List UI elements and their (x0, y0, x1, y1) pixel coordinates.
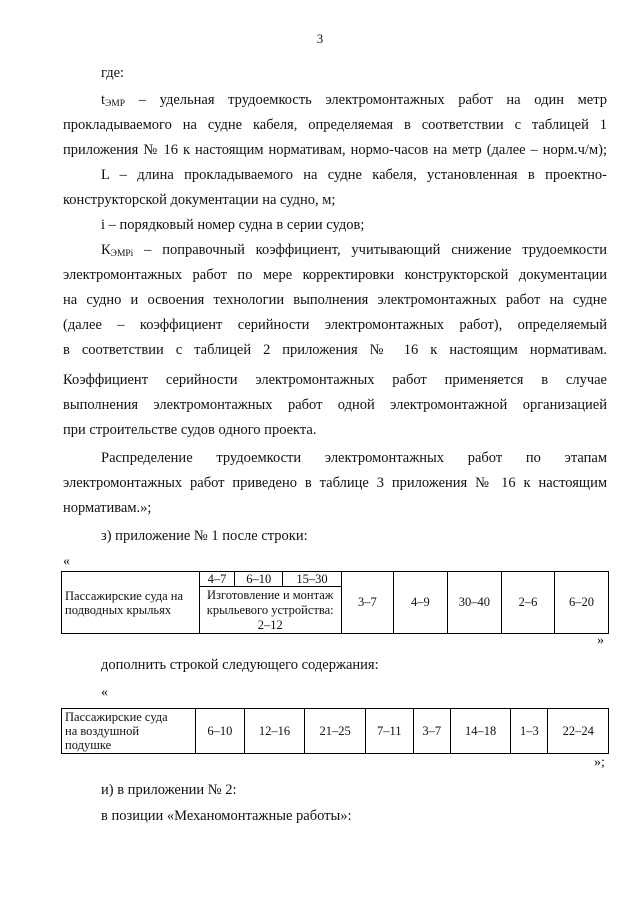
table1-cell: 2–6 (501, 572, 554, 634)
table2-cell: 6–10 (196, 709, 245, 754)
quote-open-2: « (101, 685, 108, 700)
distribution-line-1: Распределение трудоемкости электромонтажных работ по этапам (101, 450, 607, 466)
table2-cell: 1–3 (511, 709, 548, 754)
k-emr-definition-line-8: при строительстве судов одного проекта. (63, 422, 317, 438)
distribution-line-2: электромонтажных работ приведено в таблице 3 приложения № 16 к настоящим (63, 475, 607, 491)
k-emr-definition-line-1: $К_{ЭМРi}$ – поправочный коэффициент, учитывающий снижение трудоемкости (101, 242, 608, 259)
table2-cell: 21–25 (305, 709, 366, 754)
item-z-heading: з) приложение № 1 после строки: (101, 528, 308, 544)
t-emr-definition-line-1: $t_{ЭМР}$ – удельная трудоемкость электромонтажных работ на один метр (101, 92, 607, 109)
page-number: 3 (316, 31, 324, 46)
add-row-heading: дополнить строкой следующего содержания: (101, 657, 379, 673)
table1-cell: 4–9 (393, 572, 447, 634)
table2-cell: 22–24 (548, 709, 609, 754)
k-emr-definition-line-5: в соответствии с таблицей 2 приложения № 16 к настоящим нормативам. (63, 342, 607, 358)
gde-label: где: (101, 65, 125, 81)
table2-cell: 14–18 (450, 709, 511, 754)
table1-cell: 3–7 (341, 572, 393, 634)
k-emr-definition-line-4: (далее – коэффициент серийности электромонтажных работ), определяемый (63, 317, 607, 333)
table2-cell: 12–16 (244, 709, 305, 754)
table1-inner (200, 572, 341, 633)
k-emr-definition-line-7: выполнения электромонтажных работ одной электромонтажной организацией (63, 397, 607, 413)
table1-sub-value: 15–30 (283, 572, 341, 587)
table1-sub-value: 4–7 (200, 572, 235, 587)
table1-sub-cell (199, 572, 341, 634)
table-hydrofoil (61, 571, 609, 634)
table1-name-cell: Пассажирские суда на подводных крыльях (62, 572, 200, 634)
table2-cell: 3–7 (413, 709, 450, 754)
t-emr-definition-line-2: прокладываемого на судне кабеля, определяемая в соответствии с таблицей 1 (63, 117, 607, 133)
distribution-line-3: нормативам.»; (63, 500, 152, 516)
k-emr-definition-line-6: Коэффициент серийности электромонтажных работ применяется в случае (63, 372, 607, 388)
quote-open-1: « (63, 554, 70, 569)
table-hovercraft (61, 708, 609, 754)
l-definition-line-1: L – длина прокладываемого на судне кабеля, установленная в проектно- (101, 167, 607, 183)
t-emr-definition-line-3: приложения № 16 к настоящим нормативам, нормо-часов на метр (далее – норм.ч/м); (63, 142, 607, 158)
table1-sub-value: 6–10 (235, 572, 283, 587)
k-emr-definition-line-3: на судно и освоения технологии выполнения электромонтажных работ на судне (63, 292, 607, 308)
quote-close-1: » (597, 633, 604, 648)
table1-cell: 30–40 (447, 572, 501, 634)
table1-cell: 6–20 (554, 572, 608, 634)
table-row (62, 709, 609, 754)
table2-name-cell: Пассажирские суда на воздушной подушке (62, 709, 196, 754)
table1-sub-description: Изготовление и монтаж крыльевого устройства: 2–12 (206, 588, 334, 632)
mechanical-works-line: в позиции «Механомонтажные работы»: (101, 808, 352, 824)
table2-cell: 7–11 (365, 709, 413, 754)
k-emr-definition-line-2: электромонтажных работ по мере корректировки конструкторской документации (63, 267, 607, 283)
item-i-heading: и) в приложении № 2: (101, 782, 237, 798)
quote-close-2: »; (594, 755, 605, 770)
k-emr-symbol: $К_{ЭМРi}$ (101, 242, 134, 259)
l-definition-line-2: конструкторской документации на судно, м; (63, 192, 336, 208)
table-row (62, 572, 609, 634)
i-definition: i – порядковый номер судна в серии судов; (101, 217, 365, 233)
t-emr-symbol: $t_{ЭМР}$ (101, 92, 126, 109)
